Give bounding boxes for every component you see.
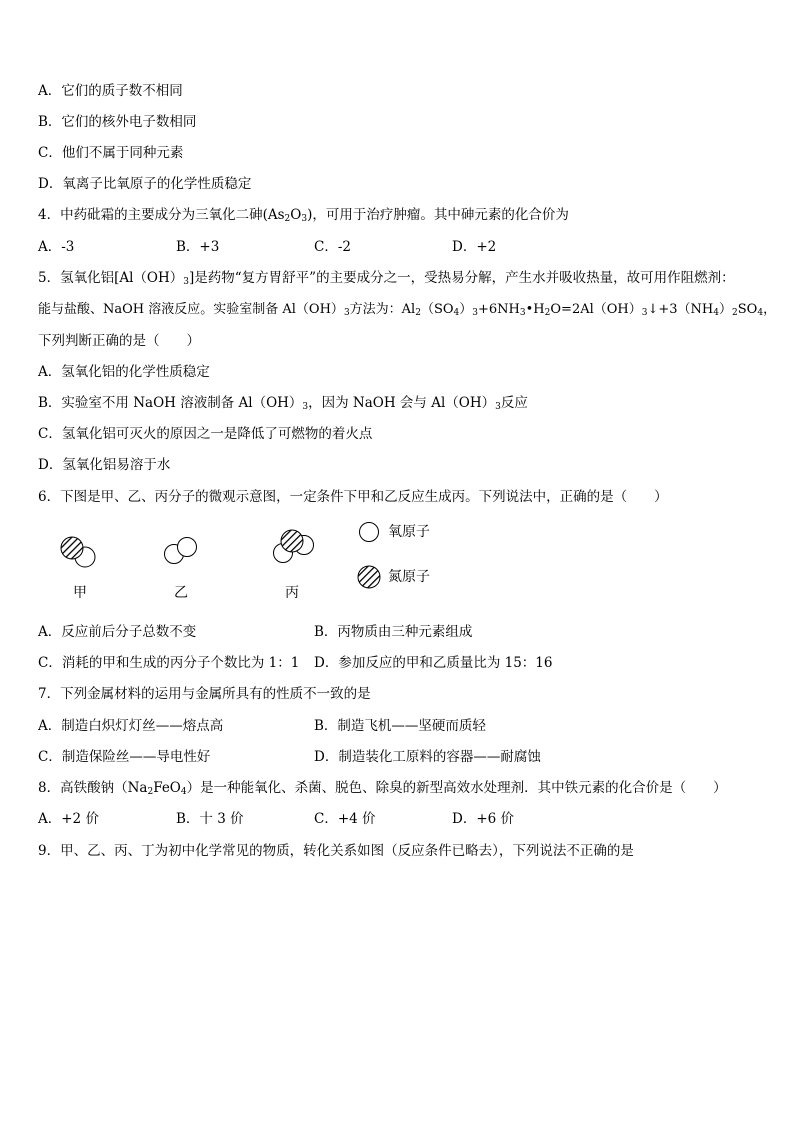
legend-nitrogen-icon (358, 566, 380, 588)
q5-stem-line2: 能与盐酸、NaOH 溶液反应。实验室制备 $Al(OH)_3$方法为：$Al_2(SO_4)_3+6NH_3•H_2O=2Al(OH)_3↓+3(NH_4)_2SO_4$， (38, 302, 777, 318)
q5-option-d: D．氢氧化铝易溶于水 (38, 457, 171, 473)
q8-option-d: D．+6 价 (452, 811, 515, 827)
molecule-bing-icon (274, 530, 314, 563)
legend-nitrogen-label: 氮原子 (388, 569, 430, 585)
q5-option-a: A．氢氧化铝的化学性质稳定 (38, 364, 210, 380)
q7-option-d: D．制造装化工原料的容器——耐腐蚀 (314, 749, 541, 765)
q8-option-b: B．十 3 价 (176, 811, 244, 827)
q7-option-b: B．制造飞机——坚硬而质轻 (314, 718, 486, 734)
q8-option-c: C．+4 价 (314, 811, 376, 827)
molecule-jia-icon (61, 537, 95, 567)
q3-option-d: D．氧离子比氧原子的化学性质稳定 (38, 176, 252, 192)
q6-stem: 6．下图是甲、乙、丙分子的微观示意图，一定条件下甲和乙反应生成丙。下列说法中，正确的是（ ） (38, 489, 668, 505)
q6-option-c: C．消耗的甲和生成的丙分子个数比为 1：1 (38, 655, 300, 671)
q4-option-b: B．+3 (176, 239, 220, 255)
label-jia: 甲 (73, 585, 87, 601)
q9-stem: 9．甲、乙、丙、丁为初中化学常见的物质，转化关系如图（反应条件已略去），下列说法不正确的是 (38, 843, 634, 859)
q7-option-c: C．制造保险丝——导电性好 (38, 749, 211, 765)
q4-option-d: D．+2 (452, 239, 497, 255)
q4-option-a: A．-3 (38, 239, 75, 255)
q8-stem: 8．高铁酸钠$(Na_2FeO_4)$是一种能氧化、杀菌、脱色、除臭的新型高效水处理剂．其中铁元素的化合价是（ ） (38, 780, 727, 797)
legend-oxygen-label: 氧原子 (388, 524, 430, 540)
q6-option-d: D．参加反应的甲和乙质量比为 15：16 (314, 655, 553, 671)
q6-option-a: A．反应前后分子总数不变 (38, 624, 197, 640)
q3-option-b: B．它们的核外电子数相同 (38, 114, 197, 130)
q8-option-a: A．+2 价 (38, 811, 99, 827)
q5-stem-line3: 下列判断正确的是（ ） (38, 333, 200, 349)
q4-option-c: C．-2 (314, 239, 351, 255)
q7-option-a: A．制造白炽灯灯丝——熔点高 (38, 718, 224, 734)
q6-option-b: B．丙物质由三种元素组成 (314, 624, 473, 640)
label-bing: 丙 (285, 585, 299, 601)
legend-oxygen-icon (360, 523, 379, 542)
q4-stem: 4．中药砒霜的主要成分为三氧化二砷$(As_2O_3)$，可用于治疗肿瘤。其中砷元素的化合价为 (38, 207, 569, 224)
q3-option-c: C．他们不属于同种元素 (38, 145, 184, 161)
molecule-yi-icon (165, 538, 197, 564)
q7-stem: 7．下列金属材料的运用与金属所具有的性质不一致的是 (38, 686, 371, 702)
q5-option-c: C．氢氧化铝可灭火的原因之一是降低了可燃物的着火点 (38, 426, 373, 442)
q5-option-b: B．实验室不用 NaOH 溶液制备 $Al(OH)_3$，因为 NaOH 会与 $Al(OH)_3$反应 (38, 395, 528, 412)
label-yi: 乙 (174, 585, 188, 601)
q5-stem-line1: 5．氢氧化铝$[Al(OH)_3]$是药物“复方胃舒平”的主要成分之一，受热易分解，产生水并吸收热量，故可用作阻燃剂： (38, 270, 735, 287)
q3-option-a: A．它们的质子数不相同 (38, 83, 183, 99)
